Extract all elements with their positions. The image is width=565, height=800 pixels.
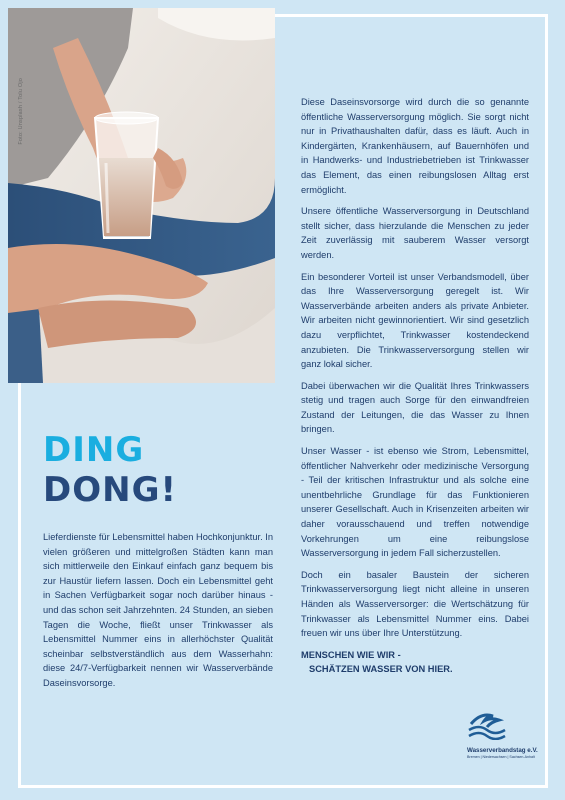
paragraph: Doch ein basaler Baustein der sicheren Trinkwasserversorgung liegt nicht alleine in unseren Händen als Wasserversorger: die Wertschätzung für Trinkwasser als Lebensmittel Nummer eins. Dabei freuen wir uns über Ihre Unterstützung. — [301, 569, 529, 639]
logo-name: Wasserverbandstag e.V. — [467, 747, 538, 754]
intro-paragraph: Lieferdienste für Lebensmittel haben Hochkonjunktur. In vielen größeren und mittelgroßen Städten kann man sich mittlerweile den Einkauf einfach ganz bequem bis zur Haustür liefern lassen. Doch ein Lebensmittel geht in Sachen Verfügbarkeit sogar noch darüber hinaus - und das schon seit Jahrzehnten. 24 Stunden, an sieben Tagen die Woche, fließt unser Trinkwasser als Lebensmittel Nummer eins in allerhöchster Qualität scheinbar selbstverständlich aus dem Wasserhahn: diese 24/7-Verfügbarkeit nennen wir Wasserverbände Daseinsvorsorge. — [43, 532, 273, 688]
paragraph: Dabei überwachen wir die Qualität Ihres Trinkwassers stetig und tragen auch Sorge für den einwandfreien Zustand der Leitungen, die das Wasser zu Ihnen bringen. — [301, 380, 529, 435]
left-column — [43, 430, 273, 691]
hero-photo — [8, 8, 275, 383]
paragraph: Diese Daseinsvorsorge wird durch die so genannte öffentliche Wasserversorgung möglich. Sie sorgt nicht nur in Privathaushalten dafür, dass es läuft. Auch in Kindergärten, Krankenhäusern, auf Bauernhöfen und in Handwerks- und Industriebetrieben ist Trinkwasser das Element, das einen reibungslosen Alltag erst ermöglicht. — [301, 97, 529, 195]
right-column — [301, 95, 529, 677]
slogan-line-1: MENSCHEN WIE WIR - — [301, 649, 401, 660]
wave-icon — [467, 712, 507, 740]
paragraph: Ein besonderer Vorteil ist unser Verbandsmodell, über das Ihre Wasserversorgung geregelt ist. Wir Wasserverbände arbeiten anders als private Anbieter. Wir arbeiten nicht gewinnorientiert. Wir sind gesetzlich dazu verpflichtet, Trinkwasser kostendeckend anzubieten. Die Trinkwasserversorgung stellen wir ganz lokal sicher. — [301, 271, 529, 370]
headline-word-1: DING — [43, 430, 145, 470]
headline — [43, 430, 273, 510]
headline-word-2: DONG! — [43, 470, 177, 510]
water-glass-photo — [8, 8, 275, 383]
paragraph: Unser Wasser - ist ebenso wie Strom, Lebensmittel, öffentlicher Nahverkehr oder medizinische Versorgung - Teil der kritischen Infrastruktur und als solche eine unentbehrliche Grundlage für das Funktionieren unserer Gesellschaft. Auch in Krisenzeiten arbeiten wir daher vorausschauend und treffen notwendige Vorkehrungen um eine reibungslose Wasserversorgung in jedem Fall sicherzustellen. — [301, 446, 529, 559]
paragraph: Unsere öffentliche Wasserversorgung in Deutschland stellt sicher, dass hierzulande die Menschen zu jeder Zeit zuverlässig mit sauberem Wasser versorgt werden. — [301, 206, 529, 260]
slogan-line-2: SCHÄTZEN WASSER VON HIER. — [309, 664, 453, 675]
organization-logo — [467, 712, 537, 759]
logo-subtitle: Bremen | Niedersachsen | Sachsen-Anhalt — [467, 755, 535, 759]
slogan — [301, 648, 529, 677]
photo-credit: Foto: Unsplash / Tolu Ojo — [18, 78, 24, 145]
